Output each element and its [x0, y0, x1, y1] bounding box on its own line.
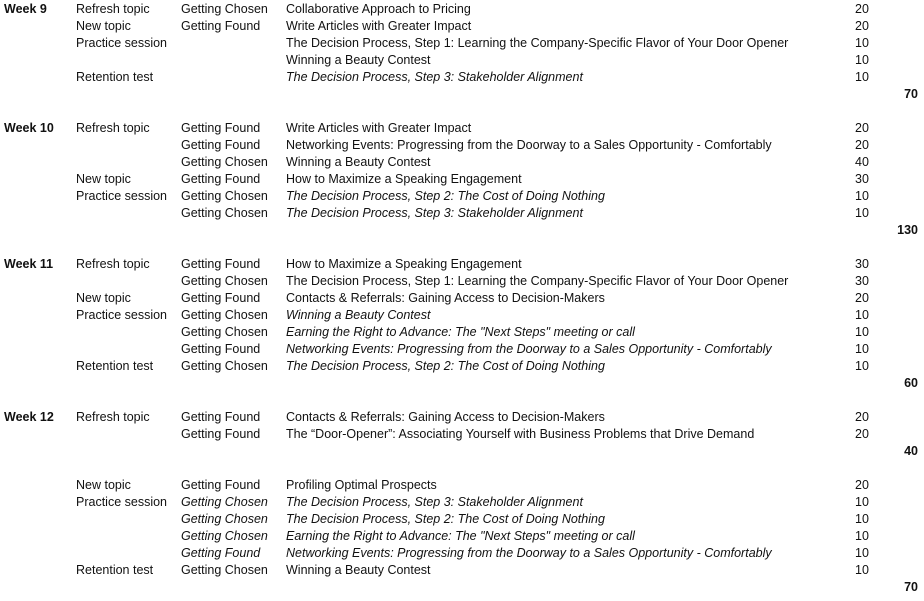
- category-cell: Getting Found: [181, 291, 261, 305]
- topic-cell: Networking Events: Progressing from the Doorway to a Sales Opportunity - Comfortably: [286, 138, 772, 152]
- topic-cell: The Decision Process, Step 2: The Cost of Doing Nothing: [286, 189, 605, 203]
- topic-cell: Write Articles with Greater Impact: [286, 121, 472, 135]
- points-cell: 20: [855, 121, 869, 135]
- topic-cell: The Decision Process, Step 3: Stakeholder Alignment: [286, 70, 583, 84]
- topic-cell: Winning a Beauty Contest: [286, 53, 431, 67]
- category-cell: Getting Chosen: [181, 2, 268, 16]
- activity-cell: Refresh topic: [76, 410, 150, 424]
- points-cell: 10: [855, 189, 869, 203]
- points-cell: 20: [855, 138, 869, 152]
- category-cell: Getting Found: [181, 478, 261, 492]
- topic-cell: How to Maximize a Speaking Engagement: [286, 257, 522, 271]
- topic-cell: The Decision Process, Step 1: Learning the Company-Specific Flavor of Your Door Opener: [286, 36, 789, 50]
- points-cell: 20: [855, 478, 869, 492]
- points-cell: 10: [855, 36, 869, 50]
- activity-cell: Practice session: [76, 189, 168, 203]
- category-cell: Getting Found: [181, 546, 261, 560]
- category-cell: Getting Chosen: [181, 206, 268, 220]
- points-cell: 10: [855, 512, 869, 526]
- topic-cell: Winning a Beauty Contest: [286, 563, 431, 577]
- category-cell: Getting Found: [181, 427, 261, 441]
- topic-cell: The Decision Process, Step 3: Stakeholder Alignment: [286, 206, 583, 220]
- points-cell: 20: [855, 2, 869, 16]
- activity-cell: Practice session: [76, 308, 168, 322]
- week-label: Week 9: [4, 2, 47, 16]
- topic-cell: Write Articles with Greater Impact: [286, 19, 472, 33]
- week-label: Week 12: [4, 410, 54, 424]
- activity-cell: Practice session: [76, 495, 168, 509]
- week-total: 70: [904, 87, 918, 101]
- category-cell: Getting Found: [181, 257, 261, 271]
- points-cell: 10: [855, 308, 869, 322]
- activity-cell: New topic: [76, 478, 131, 492]
- category-cell: Getting Chosen: [181, 529, 268, 543]
- topic-cell: The Decision Process, Step 1: Learning the Company-Specific Flavor of Your Door Opener: [286, 274, 789, 288]
- points-cell: 10: [855, 206, 869, 220]
- topic-cell: The Decision Process, Step 2: The Cost of Doing Nothing: [286, 512, 605, 526]
- activity-cell: Refresh topic: [76, 121, 150, 135]
- week-total: 60: [904, 376, 918, 390]
- week-label: Week 10: [4, 121, 54, 135]
- activity-cell: New topic: [76, 291, 131, 305]
- category-cell: Getting Chosen: [181, 274, 268, 288]
- points-cell: 30: [855, 172, 869, 186]
- category-cell: Getting Chosen: [181, 189, 268, 203]
- topic-cell: Winning a Beauty Contest: [286, 308, 431, 322]
- category-cell: Getting Chosen: [181, 495, 268, 509]
- topic-cell: Contacts & Referrals: Gaining Access to Decision-Makers: [286, 410, 605, 424]
- points-cell: 10: [855, 563, 869, 577]
- points-cell: 10: [855, 70, 869, 84]
- points-cell: 20: [855, 19, 869, 33]
- category-cell: Getting Found: [181, 121, 261, 135]
- activity-cell: New topic: [76, 172, 131, 186]
- week-label: Week 11: [4, 257, 54, 271]
- topic-cell: Earning the Right to Advance: The "Next Steps" meeting or call: [286, 325, 635, 339]
- category-cell: Getting Found: [181, 19, 261, 33]
- category-cell: Getting Found: [181, 342, 261, 356]
- points-cell: 10: [855, 53, 869, 67]
- points-cell: 20: [855, 427, 869, 441]
- week-total: 70: [904, 580, 918, 594]
- points-cell: 20: [855, 410, 869, 424]
- topic-cell: Networking Events: Progressing from the Doorway to a Sales Opportunity - Comfortably: [286, 342, 772, 356]
- category-cell: Getting Found: [181, 138, 261, 152]
- week-total: 130: [897, 223, 918, 237]
- category-cell: Getting Chosen: [181, 155, 268, 169]
- activity-cell: Practice session: [76, 36, 168, 50]
- points-cell: 10: [855, 359, 869, 373]
- category-cell: Getting Found: [181, 172, 261, 186]
- points-cell: 10: [855, 529, 869, 543]
- points-cell: 10: [855, 342, 869, 356]
- activity-cell: Retention test: [76, 70, 154, 84]
- topic-cell: The Decision Process, Step 3: Stakeholder Alignment: [286, 495, 583, 509]
- topic-cell: Networking Events: Progressing from the Doorway to a Sales Opportunity - Comfortably: [286, 546, 772, 560]
- points-cell: 30: [855, 257, 869, 271]
- activity-cell: Retention test: [76, 359, 154, 373]
- activity-cell: New topic: [76, 19, 131, 33]
- category-cell: Getting Found: [181, 410, 261, 424]
- points-cell: 30: [855, 274, 869, 288]
- topic-cell: The Decision Process, Step 2: The Cost of Doing Nothing: [286, 359, 605, 373]
- points-cell: 40: [855, 155, 869, 169]
- topic-cell: Contacts & Referrals: Gaining Access to Decision-Makers: [286, 291, 605, 305]
- topic-cell: Collaborative Approach to Pricing: [286, 2, 471, 16]
- category-cell: Getting Chosen: [181, 325, 268, 339]
- week-total: 40: [904, 444, 918, 458]
- activity-cell: Retention test: [76, 563, 154, 577]
- topic-cell: Earning the Right to Advance: The "Next Steps" meeting or call: [286, 529, 635, 543]
- points-cell: 10: [855, 325, 869, 339]
- category-cell: Getting Chosen: [181, 563, 268, 577]
- topic-cell: Winning a Beauty Contest: [286, 155, 431, 169]
- points-cell: 10: [855, 546, 869, 560]
- topic-cell: How to Maximize a Speaking Engagement: [286, 172, 522, 186]
- topic-cell: The “Door-Opener”: Associating Yourself with Business Problems that Drive Demand: [286, 427, 755, 441]
- activity-cell: Refresh topic: [76, 2, 150, 16]
- points-cell: 10: [855, 495, 869, 509]
- topic-cell: Profiling Optimal Prospects: [286, 478, 437, 492]
- category-cell: Getting Chosen: [181, 308, 268, 322]
- category-cell: Getting Chosen: [181, 512, 268, 526]
- activity-cell: Refresh topic: [76, 257, 150, 271]
- points-cell: 20: [855, 291, 869, 305]
- category-cell: Getting Chosen: [181, 359, 268, 373]
